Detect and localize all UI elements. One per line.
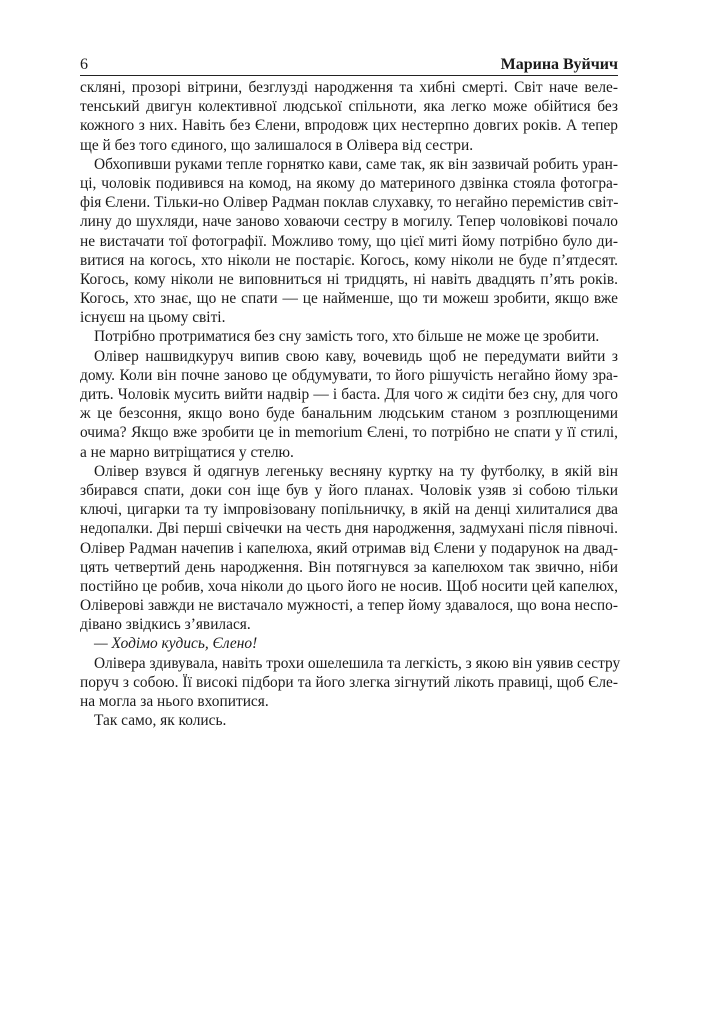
text-line: недопалки. Дві перші свічечки на честь дня народження, задмухані після півночі.	[80, 520, 618, 538]
text-line: цять четвертий день народження. Він потягнувся за капелюхом так звично, ніби	[80, 558, 618, 576]
paragraph	[80, 327, 618, 346]
running-header	[80, 55, 618, 76]
paragraph	[80, 634, 618, 653]
body-text	[80, 78, 621, 730]
paragraph	[80, 462, 618, 635]
text-line: Обхопивши руками тепле горнятко кави, саме так, як він зазвичай робить уран-	[94, 155, 618, 173]
text-line: поруч з собою. Її високі підбори та його злегка зігнутий лікоть правиці, щоб Єле-	[80, 673, 618, 691]
paragraph	[80, 347, 618, 462]
text-line: — Ходімо кудись, Єлено!	[94, 635, 258, 653]
text-line: ще й без того єдиного, що залишалося в Олівера від сестри.	[80, 136, 474, 154]
text-line: Олівера здивувала, навіть трохи ошелешила та легкість, з якою він уявив сестру	[94, 654, 621, 672]
text-line: витися на когось, хто ніколи не постаріє. Когось, кому ніколи не буде п’ятдесят.	[80, 251, 618, 269]
text-line: Так само, як колись.	[94, 712, 227, 730]
text-line: на могла за нього вхопитися.	[80, 693, 269, 710]
text-line: фія Єлени. Тільки-но Олівер Радман поклав слухавку, то негайно перемістив світ-	[80, 194, 619, 212]
paragraph	[80, 654, 621, 712]
text-line: а не марно витріщатися у стелю.	[80, 443, 294, 461]
text-line: лину до шухляди, наче заново ховаючи сестру в могилу. Тепер чоловікові почало	[80, 213, 618, 231]
paragraph	[80, 711, 618, 730]
page-number: 6	[80, 56, 88, 73]
text-line: скляні, прозорі вітрини, безглузді народження та хибні смерті. Світ наче веле-	[80, 79, 618, 96]
text-line: ці, чоловік подивився на комод, на якому до материного дзвінка стояла фотогра-	[80, 174, 618, 192]
text-line: ж це безсоння, якщо воно буде банальним людським станом з розплющеними	[80, 405, 618, 423]
paragraph	[80, 155, 618, 328]
text-line: Потрібно протриматися без сну замість того, хто більше не може це зробити.	[94, 328, 600, 346]
text-line: Олівер нашвидкуруч випив свою каву, вочевидь щоб не передумати вийти з	[94, 347, 618, 365]
text-line: Олівер Радман начепив і капелюха, який отримав від Єлени у подарунок на двад-	[80, 539, 618, 557]
header-author: Марина Вуйчич	[500, 56, 618, 73]
text-line: тенський двигун колективної людської спільноти, яка легко може обійтися без	[80, 98, 618, 116]
text-line: Когось, кому ніколи не виповниться ні тридцять, ні навіть двадцять п’ять років.	[80, 270, 618, 288]
text-line: існуєш на цьому світі.	[80, 309, 226, 327]
text-line: дить. Чоловік мусить вийти надвір — і баста. Для чого ж сидіти без сну, для чого	[80, 386, 618, 403]
text-line: не вистачати тої фотографії. Можливо тому, що цієї миті йому потрібно було ди-	[80, 232, 618, 250]
paragraph	[80, 78, 618, 155]
text-line: збирався спати, доки сон іще був у його планах. Чоловік узяв зі собою тільки	[80, 481, 618, 499]
text-line: дому. Коли він почне заново це обдумувати, то його рішучість негайно йому зра-	[80, 366, 618, 384]
text-line: Оліверові завжди не вистачало мужності, а тепер йому здавалося, що вона неспо-	[80, 597, 618, 615]
text-line: кожного з них. Навіть без Єлени, впродовж цих нестерпно довгих років. А тепер	[80, 117, 618, 135]
text-line: очима? Якщо вже зробити це in memorium Єлені, то потрібно не спати у її стилі,	[80, 424, 618, 442]
text-line: постійно це робив, хоча ніколи до цього його не носив. Щоб носити цей капелюх,	[80, 577, 618, 595]
text-line: дівано звідкись з’явилася.	[80, 616, 251, 634]
text-line: Олівер взувся й одягнув легеньку весняну куртку на ту футболку, в якій він	[94, 462, 618, 480]
text-line: Когось, хто знає, що не спати — це найменше, що ти можеш зробити, якщо вже	[80, 290, 618, 308]
text-line: ключі, цигарки та ту імпровізовану попільничку, в якій на денці хилиталися два	[80, 501, 618, 519]
